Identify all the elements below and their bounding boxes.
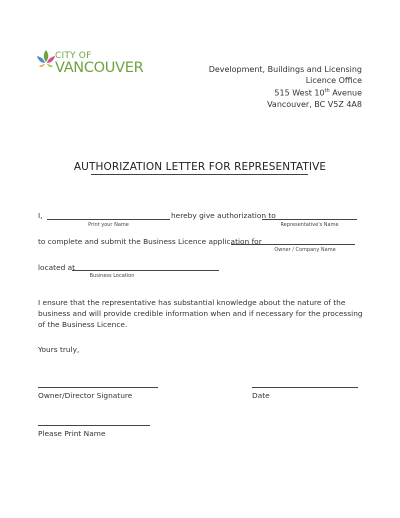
city-logo xyxy=(35,48,144,88)
assurance-paragraph: I ensure that the representative has substantial knowledge about the nature of the business and will provide credible information when and if necessary for the processing of the Business Licence. xyxy=(38,298,363,329)
print-name-caption: Print your Name xyxy=(88,222,129,228)
logo-city-of: CITY OF xyxy=(55,51,92,61)
representative-name-caption: Representative's Name xyxy=(280,222,339,228)
title-underline xyxy=(91,174,308,175)
office-line-licence-office: Licence Office xyxy=(305,76,362,85)
office-address xyxy=(209,64,362,110)
hereby-text: hereby give authorization to xyxy=(171,211,276,220)
business-location-caption: Business Location xyxy=(89,273,135,279)
office-line-city: Vancouver, BC V5Z 4A8 xyxy=(267,99,362,109)
located-label: located at xyxy=(38,263,76,272)
closing-text: Yours truly, xyxy=(38,345,80,354)
business-location-field[interactable] xyxy=(72,270,219,271)
print-name-signature-field[interactable] xyxy=(38,425,150,426)
logo-vancouver: VANCOUVER xyxy=(55,60,144,76)
street-suffix: th xyxy=(324,88,330,94)
street-number: 515 West 10 xyxy=(274,88,325,98)
owner-company-caption: Owner / Company Name xyxy=(274,247,336,253)
date-field[interactable] xyxy=(252,387,358,388)
street-name: Avenue xyxy=(329,88,362,98)
representative-name-field[interactable] xyxy=(262,219,357,220)
print-name-field[interactable] xyxy=(47,219,170,220)
print-name-label: Please Print Name xyxy=(38,429,106,438)
i-label: I, xyxy=(38,211,43,220)
owner-signature-field[interactable] xyxy=(38,387,158,388)
office-line-department: Development, Buildings and Licensing xyxy=(208,65,362,74)
date-label: Date xyxy=(252,391,270,400)
complete-label: to complete and submit the Business Licence application for xyxy=(38,237,262,246)
document-title: AUTHORIZATION LETTER FOR REPRESENTATIVE xyxy=(73,161,327,173)
owner-company-field[interactable] xyxy=(231,244,355,245)
owner-signature-label: Owner/Director Signature xyxy=(38,391,133,400)
office-line-street xyxy=(209,86,362,99)
vancouver-leaf-icon xyxy=(35,48,57,78)
